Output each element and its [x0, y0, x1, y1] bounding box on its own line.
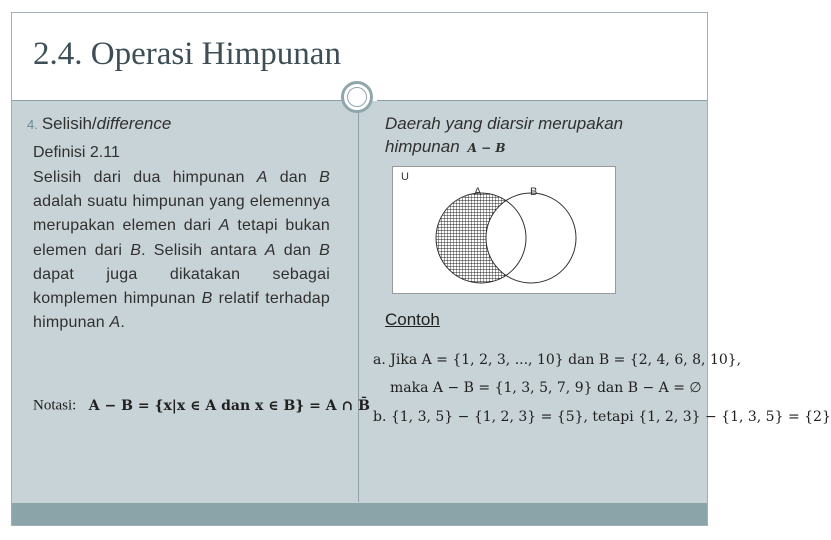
example-a-line2: maka A − B = {1, 3, 5, 7, 9} dan B − A = ∅ [390, 380, 702, 396]
definition-label: Definisi 2.11 [33, 144, 120, 161]
divider-ring-ornament [341, 81, 373, 113]
footer-bar [12, 503, 707, 525]
notation-formula: A − B = {x|x ∈ A dan x ∈ B} = A ∩ B̄ [88, 397, 370, 414]
shaded-text: Daerah yang diarsir merupakan himpunan [385, 114, 624, 156]
contoh-label: Contoh [385, 310, 440, 329]
right-column [385, 112, 685, 160]
notation-label: Notasi: [33, 397, 77, 414]
example-a-line1: a. Jika A = {1, 2, 3, ..., 10} dan B = {2, 4, 6, 8, 10}, [373, 352, 742, 368]
set-a-label: A [474, 186, 482, 198]
slide-title: 2.4. Operasi Himpunan [33, 36, 341, 72]
heading-number: 4. [27, 117, 38, 132]
definition-paragraph: Selisih dari dua himpunan A dan B adalah suatu himpunan yang elemennya merupakan elemen dari A tetapi bukan elemen dari B. Selisih antara A dan B dapat juga dikatakan sebagai komplemen himpunan B relatif terhadap himpunan A. [33, 169, 331, 332]
notation-row [33, 397, 370, 415]
venn-svg [393, 167, 615, 293]
heading-text: Selisih/ [41, 114, 97, 133]
heading-english: difference [96, 114, 172, 133]
venn-diagram [392, 166, 616, 294]
left-column [27, 113, 331, 335]
title-divider-right [377, 100, 707, 101]
example-b: b. {1, 3, 5} − {1, 2, 3} = {5}, tetapi {1, 2, 3} − {1, 3, 5} = {2} [373, 409, 831, 425]
section-heading [27, 113, 330, 136]
shaded-region-text [385, 112, 685, 160]
universe-label: U [401, 171, 409, 183]
set-b-label: B [530, 186, 538, 198]
title-divider-left [12, 100, 345, 101]
shaded-math: A − B [467, 141, 506, 155]
column-divider [358, 113, 359, 502]
